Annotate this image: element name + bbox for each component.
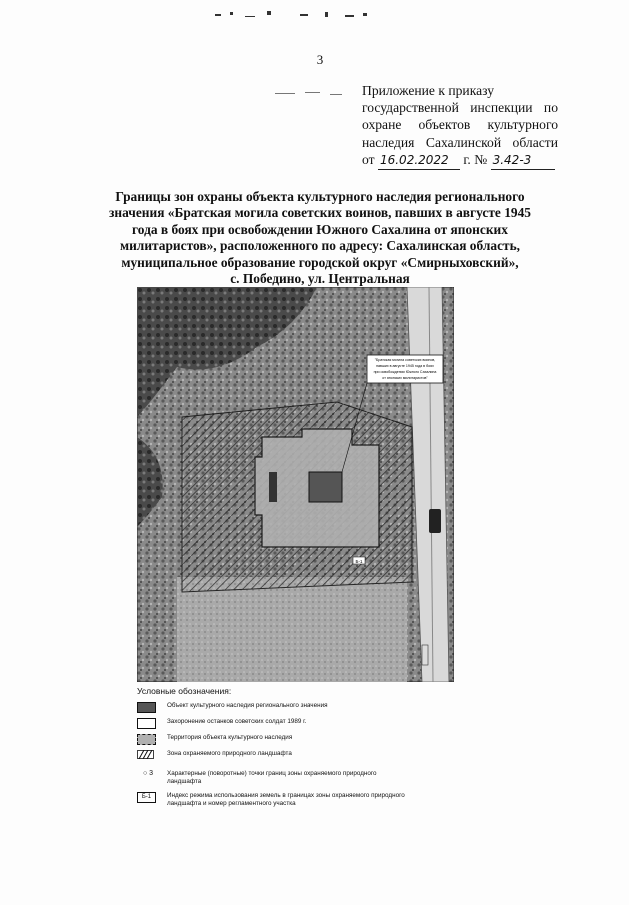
legend-item (137, 791, 437, 809)
handwritten-date: 16.02.2022 (378, 152, 460, 170)
map-label-line: "Братская могила советских воинов, (374, 358, 436, 362)
appendix-from: от (362, 151, 375, 167)
legend-text: Зона охраняемого природного ландшафта (167, 750, 292, 757)
appendix-line-4: наследия Сахалинской области (362, 134, 558, 150)
title-line: Границы зон охраны объекта культурного наследия регионального (115, 189, 525, 204)
document-title (90, 189, 550, 287)
legend-text: Территория объекта культурного наследия (167, 734, 293, 741)
scan-artifact-top (205, 8, 375, 24)
handwritten-number: 3.42-3 (491, 152, 555, 170)
appendix-line-1-text: Приложение к приказу (362, 83, 495, 98)
title-line: муниципальное образование городской округ «Смирныховский», (121, 254, 519, 270)
page-number: 3 (316, 52, 324, 67)
legend-swatch-object (137, 702, 156, 713)
legend-text: Характерные (поворотные) точки границ зоны охраняемого природного ландшафта (167, 770, 377, 785)
appendix-number-label: г. № (463, 151, 488, 167)
appendix-block (362, 82, 558, 170)
title-line: с. Победино, ул. Центральная (230, 271, 410, 287)
legend-item (137, 749, 437, 761)
legend-item (137, 717, 437, 729)
legend (137, 686, 437, 813)
appendix-line-3: охране объектов культурного (362, 117, 558, 133)
legend-swatch-territory (137, 734, 156, 745)
legend-text: Захоронение останков советских солдат 1989 г. (167, 718, 307, 725)
map-label-line: от японских милитаристов" (382, 376, 428, 380)
map-label-line: при освобождении Южного Сахалина (373, 370, 437, 374)
appendix-line-1 (362, 82, 558, 99)
legend-symbol-index: Б-1 (137, 792, 156, 803)
title-line: года в боях при освобождении Южного Сахалина от японских (132, 221, 508, 237)
legend-symbol-point: ○ 3 (143, 770, 154, 777)
legend-swatch-hatch (137, 750, 154, 759)
legend-swatch-burial (137, 718, 156, 729)
legend-text: Объект культурного наследия регионального значения (167, 702, 328, 709)
map-label-line: павших в августе 1945 года в боях (376, 364, 434, 368)
appendix-date-line (362, 151, 558, 170)
scan-artifact-stamp (270, 90, 360, 98)
legend-item (137, 769, 437, 787)
title-line: значения «Братская могила советских воинов, павших в августе 1945 (109, 205, 531, 221)
appendix-line-2: государственной инспекции по (362, 100, 558, 116)
legend-text: Индекс режима использования земель в границах зоны охраняемого природного ландшафта и номер регламентного участка (167, 792, 405, 807)
legend-title: Условные обозначения: (137, 686, 232, 696)
map-zone-label: Б-1 (355, 559, 363, 564)
legend-item (137, 733, 437, 745)
legend-item (137, 701, 437, 713)
aerial-map (137, 287, 454, 682)
title-line: милитаристов», расположенного по адресу: Сахалинская область, (119, 238, 521, 254)
